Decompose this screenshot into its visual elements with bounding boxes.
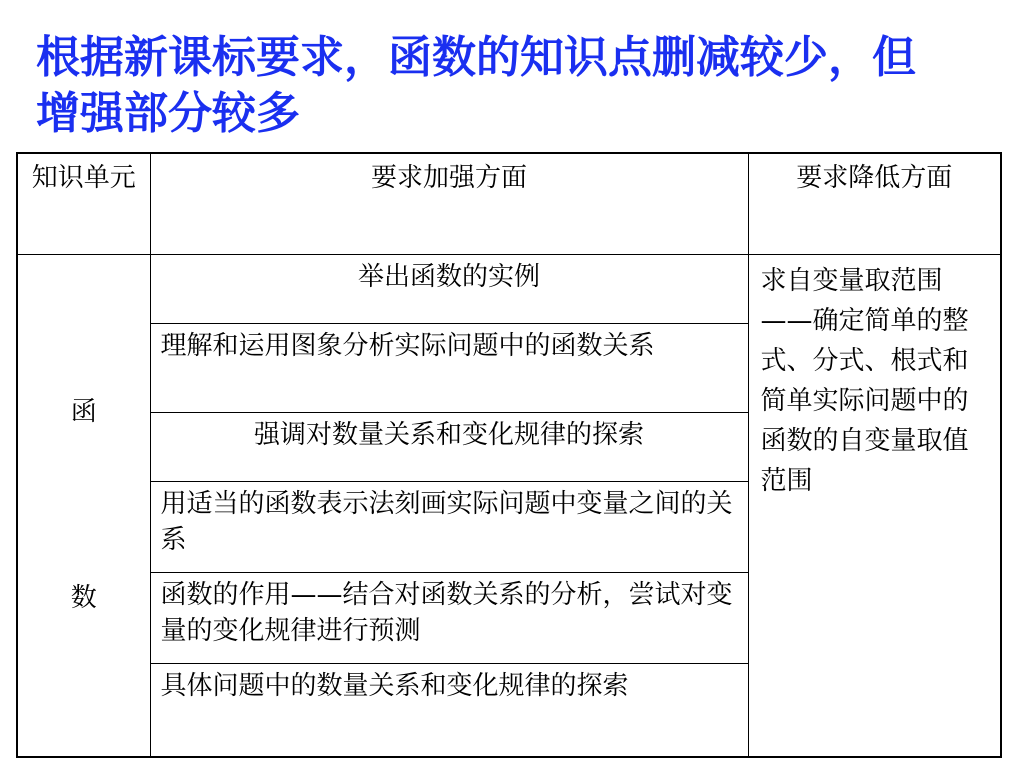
header-reduce: 要求降低方面 — [748, 153, 1001, 254]
unit-cell-function — [17, 254, 150, 757]
unit-char: 数 — [70, 583, 97, 614]
strengthen-item: 强调对数量关系和变化规律的探索 — [150, 412, 748, 481]
strengthen-item: 函数的作用——结合对函数关系的分析，尝试对变量的变化规律进行预测 — [150, 573, 748, 664]
unit-char: 函 — [70, 397, 97, 428]
header-row — [17, 153, 1001, 254]
header-strengthen: 要求加强方面 — [150, 153, 748, 254]
reduce-cell: 求自变量取范围——确定简单的整式、分式、根式和简单实际问题中的函数的自变量取值范围 — [748, 254, 1001, 757]
slide-title: 根据新课标要求，函数的知识点删减较少，但增强部分较多 — [36, 32, 916, 139]
knowledge-table — [16, 152, 1002, 758]
header-knowledge-unit: 知识单元 — [17, 153, 150, 254]
strengthen-item: 具体问题中的数量关系和变化规律的探索 — [150, 664, 748, 757]
strengthen-item: 理解和运用图象分析实际问题中的函数关系 — [150, 323, 748, 412]
strengthen-item: 举出函数的实例 — [150, 254, 748, 323]
strengthen-item: 用适当的函数表示法刻画实际问题中变量之间的关系 — [150, 481, 748, 572]
table-row — [17, 254, 1001, 323]
